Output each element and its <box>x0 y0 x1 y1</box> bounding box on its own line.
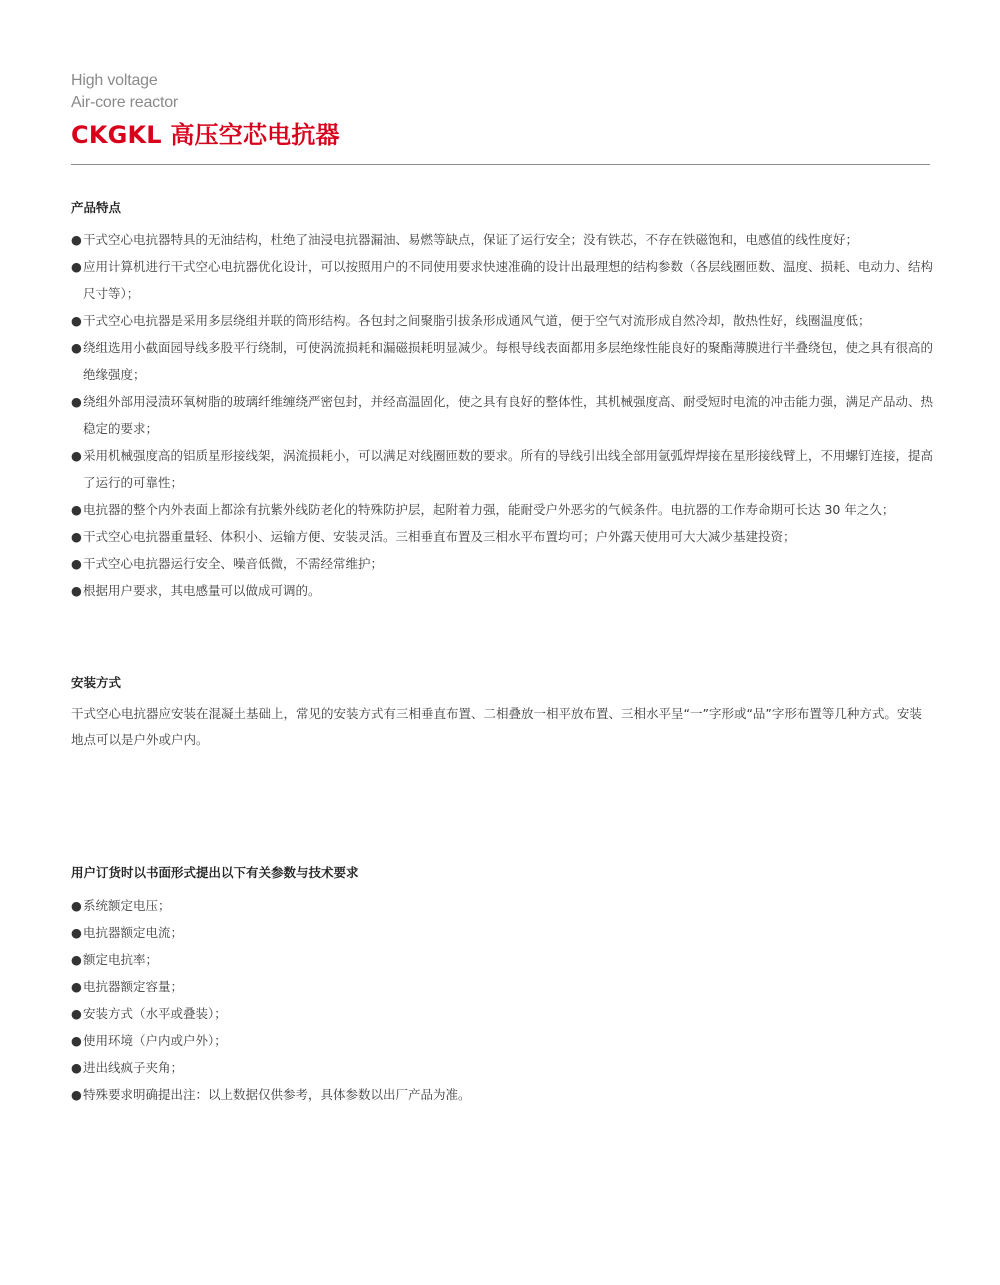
list-item <box>71 946 933 973</box>
list-item <box>71 577 933 604</box>
list-item-text: 干式空心电抗器运行安全、噪音低微，不需经常维护； <box>83 556 384 571</box>
features-heading: 产品特点 <box>71 200 122 215</box>
list-item-text: 应用计算机进行干式空心电抗器优化设计，可以按照用户的不同使用要求快速准确的设计出最理想的结构参数（各层线圈匝数、温度、损耗、电动力、结构尺寸等）； <box>83 259 934 301</box>
bullet-icon: ● <box>71 925 82 940</box>
subtitle-line-1: High voltage <box>71 72 158 89</box>
subtitle-line-2: Air-core reactor <box>71 94 179 111</box>
list-item-text: 特殊要求明确提出注：以上数据仅供参考，具体参数以出厂产品为准。 <box>83 1087 471 1102</box>
list-item-text: 干式空心电抗器是采用多层绕组并联的筒形结构。各包封之间聚脂引拔条形成通风气道，便于空气对流形成自然冷却，散热性好，线圈温度低； <box>83 313 871 328</box>
list-item-text: 绕组外部用浸渍环氧树脂的玻璃纤维缠绕严密包封，并经高温固化，使之具有良好的整体性，其机械强度高、耐受短时电流的冲击能力强，满足产品动、热稳定的要求； <box>83 394 934 436</box>
bullet-icon: ● <box>71 979 82 994</box>
list-item-text: 电抗器额定容量； <box>83 979 184 994</box>
ordering-heading: 用户订货时以书面形式提出以下有关参数与技术要求 <box>71 865 359 880</box>
list-item <box>71 496 933 523</box>
list-item-text: 系统额定电压； <box>83 898 171 913</box>
bullet-icon: ● <box>71 952 82 967</box>
installation-text: 干式空心电抗器应安装在混凝土基础上，常见的安装方式有三相垂直布置、二相叠放一相平放布置、三相水平呈“一”字形或“品”字形布置等几种方式。安装地点可以是户外或户内。 <box>71 706 922 747</box>
bullet-icon: ● <box>71 259 82 274</box>
list-item <box>71 253 933 307</box>
list-item <box>71 892 933 919</box>
list-item <box>71 919 933 946</box>
list-item <box>71 1027 933 1054</box>
list-item <box>71 334 933 388</box>
list-item-text: 电抗器的整个内外表面上都涂有抗紫外线防老化的特殊防护层，起附着力强，能耐受户外恶劣的气候条件。电抗器的工作寿命期可长达 30 年之久； <box>83 502 895 517</box>
bullet-icon: ● <box>71 1087 82 1102</box>
bullet-icon: ● <box>71 502 82 517</box>
bullet-icon: ● <box>71 583 82 598</box>
page-title: CKGKL 高压空芯电抗器 <box>71 121 340 149</box>
list-item <box>71 1000 933 1027</box>
list-item <box>71 442 933 496</box>
bullet-icon: ● <box>71 898 82 913</box>
list-item-text: 干式空心电抗器重量轻、体积小、运输方便、安装灵活。三相垂直布置及三相水平布置均可；户外露天使用可大大减少基建投资； <box>83 529 796 544</box>
bullet-icon: ● <box>71 529 82 544</box>
bullet-icon: ● <box>71 1033 82 1048</box>
list-item <box>71 307 933 334</box>
list-item <box>71 973 933 1000</box>
list-item-text: 根据用户要求，其电感量可以做成可调的。 <box>83 583 321 598</box>
list-item-text: 电抗器额定电流； <box>83 925 184 940</box>
list-item <box>71 550 933 577</box>
list-item <box>71 1054 933 1081</box>
features-list <box>71 226 933 604</box>
bullet-icon: ● <box>71 1006 82 1021</box>
list-item-text: 干式空心电抗器特具的无油结构，杜绝了油浸电抗器漏油、易燃等缺点，保证了运行安全；没有铁芯，不存在铁磁饱和，电感值的线性度好； <box>83 232 859 247</box>
list-item-text: 安装方式（水平或叠装）； <box>83 1006 227 1021</box>
bullet-icon: ● <box>71 313 82 328</box>
list-item-text: 进出线疯子夹角； <box>83 1060 184 1075</box>
ordering-list <box>71 892 933 1108</box>
list-item <box>71 388 933 442</box>
bullet-icon: ● <box>71 232 82 247</box>
list-item <box>71 226 933 253</box>
list-item-text: 采用机械强度高的铝质星形接线架，涡流损耗小，可以满足对线圈匝数的要求。所有的导线引出线全部用氩弧焊焊接在星形接线臂上，不用螺钉连接，提高了运行的可靠性； <box>83 448 934 490</box>
installation-heading: 安装方式 <box>71 675 122 690</box>
bullet-icon: ● <box>71 340 82 355</box>
title-divider <box>71 164 930 165</box>
bullet-icon: ● <box>71 1060 82 1075</box>
list-item-text: 绕组选用小截面园导线多股平行绕制，可使涡流损耗和漏磁损耗明显减少。每根导线表面都用多层绝缘性能良好的聚酯薄膜进行半叠绕包，使之具有很高的绝缘强度； <box>83 340 934 382</box>
bullet-icon: ● <box>71 394 82 409</box>
list-item-text: 使用环境（户内或户外）； <box>83 1033 227 1048</box>
bullet-icon: ● <box>71 556 82 571</box>
list-item <box>71 1081 933 1108</box>
bullet-icon: ● <box>71 448 82 463</box>
list-item-text: 额定电抗率； <box>83 952 159 967</box>
list-item <box>71 523 933 550</box>
